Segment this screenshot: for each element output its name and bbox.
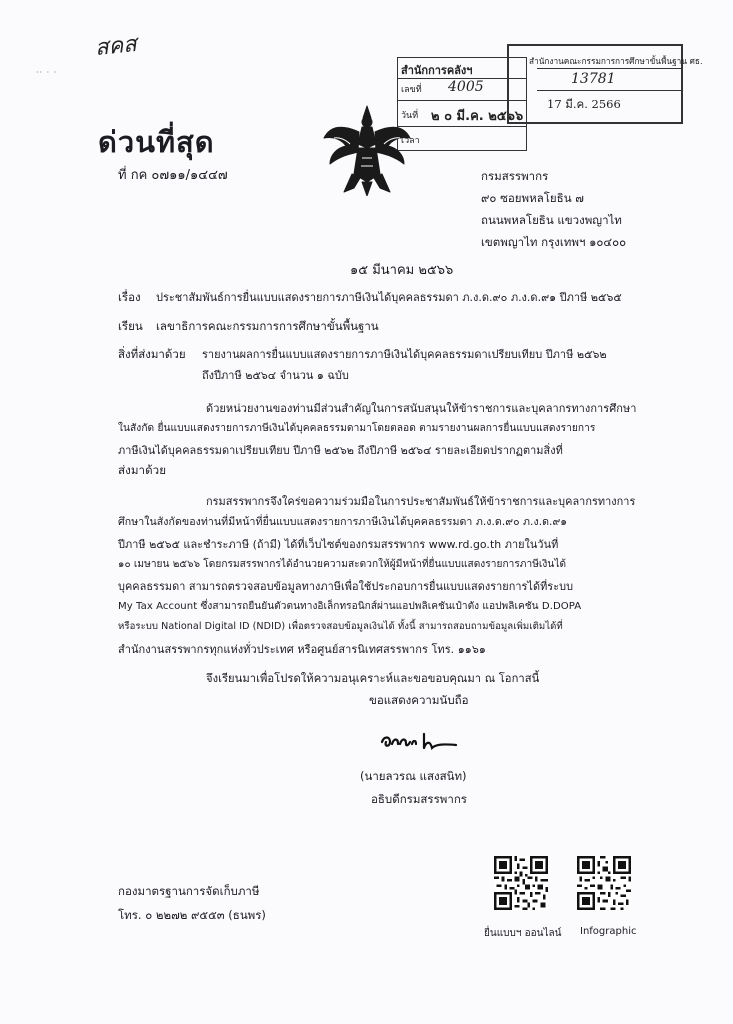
urgency-label: ด่วนที่สุด [98, 125, 215, 159]
paragraph-2-line-7: หรือระบบ National Digital ID (NDID) เพื่อตรวจสอบข้อมูลเงินได้ ทั้งนี้ สามารถสอบถามข้อมูลเพิ่มเติมได้ที่ [118, 621, 563, 632]
sender-address-line-1: ๙๐ ซอยพหลโยธิน ๗ [481, 191, 584, 205]
qr-code-online-filing [494, 856, 548, 910]
closing-paragraph: จึงเรียนมาเพื่อโปรดให้ความอนุเคราะห์และขอขอบคุณมา ณ โอกาสนี้ [206, 672, 540, 685]
paragraph-1-line-1: ด้วยหน่วยงานของท่านมีส่วนสำคัญในการสนับสนุนให้ข้าราชการและบุคลากรทางการศึกษา [206, 402, 637, 415]
stamp-right-date: 17 มี.ค. 2566 [547, 97, 621, 111]
sender-address-line-2: ถนนพหลโยธิน แขวงพญาไท [481, 213, 622, 227]
recipient-label: เรียน [118, 319, 143, 333]
qr-label-infographic: Infographic [580, 926, 637, 937]
paragraph-1-line-4: ส่งมาด้วย [118, 463, 167, 477]
stamp-left-date-label: วันที่ [401, 111, 419, 121]
receiving-stamp-right [507, 44, 703, 124]
salutation: ขอแสดงความนับถือ [369, 693, 469, 707]
paragraph-2-line-6: My Tax Account ซึ่งสามารถยืนยันตัวตนทางอิเล็กทรอนิกส์ผ่านแอปพลิเคชันเป๋าตัง แอปพลิเคชัน D.DOPA [118, 601, 582, 612]
footer-department: กองมาตรฐานการจัดเก็บภาษี [118, 884, 260, 898]
letter-date: ๑๕ มีนาคม ๒๕๖๖ [350, 263, 454, 278]
paragraph-2-line-3: ปีภาษี ๒๕๖๕ และชำระภาษี (ถ้ามี) ได้ที่เว็บไซต์ของกรมสรรพากร www.rd.go.th ภายในวันที่ [118, 538, 559, 551]
paragraph-1-line-3: ภาษีเงินได้บุคคลธรรมดาเปรียบเทียบ ปีภาษี ๒๕๖๒ ถึงปีภาษี ๒๕๖๔ รายละเอียดปรากฏตามสิ่งที่ [118, 444, 563, 457]
sender-address-line-3: เขตพญาไท กรุงเทพฯ ๑๐๔๐๐ [481, 235, 627, 249]
paragraph-2-line-5: บุคคลธรรมดา สามารถตรวจสอบข้อมูลทางภาษีเพื่อใช้ประกอบการยื่นแบบแสดงรายการได้ที่ระบบ [118, 580, 574, 593]
stamp-right-number: 13781 [571, 71, 616, 87]
recipient-text: เลขาธิการคณะกรรมการการศึกษาขั้นพื้นฐาน [156, 319, 379, 333]
qr-code-infographic [577, 856, 631, 910]
stamp-left-date: ๒ ๐ มี.ค. ๒๕๖๖ [431, 109, 524, 124]
paragraph-1-line-2: ในสังกัด ยื่นแบบแสดงรายการภาษีเงินได้บุคคลธรรมดามาโดยตลอด ตามรายงานผลการยื่นแบบแสดงรายการ [118, 423, 596, 434]
footer-phone: โทร. ๐ ๒๒๗๒ ๙๕๕๓ (ธนพร) [118, 908, 266, 922]
stamp-left-number: 4005 [448, 79, 484, 95]
document-reference: ที่ กค ๐๗๑๑/๑๔๔๗ [118, 168, 228, 183]
paragraph-2-line-1: กรมสรรพากรจึงใคร่ขอความร่วมมือในการประชาสัมพันธ์ให้ข้าราชการและบุคลากรทางการ [206, 495, 636, 508]
handwritten-reference: สคส [93, 31, 138, 62]
stamp-left-number-label: เลขที่ [401, 85, 422, 95]
signatory-name: (นายลวรณ แสงสนิท) [360, 769, 467, 783]
signatory-title: อธิบดีกรมสรรพากร [371, 792, 467, 806]
stamp-right-office: สำนักงานคณะกรรมการการศึกษาขั้นพื้นฐาน ศธ. [529, 56, 703, 66]
paragraph-2-line-4: ๑๐ เมษายน ๒๕๖๖ โดยกรมสรรพากรได้อำนวยความสะดวกให้ผู้มีหน้าที่ยื่นแบบแสดงรายการภาษีเงินได้ [118, 559, 567, 570]
stamp-left-time-label: เวลา [401, 136, 420, 146]
enclosure-line-2: ถึงปีภาษี ๒๕๖๔ จำนวน ๑ ฉบับ [202, 369, 349, 382]
paragraph-2-line-8: สำนักงานสรรพากรทุกแห่งทั่วประเทศ หรือศูนย์สารนิเทศสรรพากร โทร. ๑๑๖๑ [118, 643, 486, 656]
subject-label: เรื่อง [118, 290, 141, 304]
qr-label-online-filing: ยื่นแบบฯ ออนไลน์ [484, 928, 562, 939]
garuda-emblem [322, 104, 412, 196]
enclosure-line-1: รายงานผลการยื่นแบบแสดงรายการภาษีเงินได้บุคคลธรรมดาเปรียบเทียบ ปีภาษี ๒๕๖๒ [202, 348, 607, 361]
enclosure-label: สิ่งที่ส่งมาด้วย [118, 347, 186, 361]
stamp-left-office: สำนักการคลังฯ [401, 64, 473, 77]
subject-text: ประชาสัมพันธ์การยื่นแบบแสดงรายการภาษีเงินได้บุคคลธรรมดา ภ.ง.ด.๙๐ ภ.ง.ด.๙๑ ปีภาษี ๒๕๖๕ [156, 291, 622, 304]
scan-specks: ·· · · [36, 68, 58, 77]
sender-name: กรมสรรพากร [481, 169, 549, 183]
paragraph-2-line-2: ศึกษาในสังกัดของท่านที่มีหน้าที่ยื่นแบบแสดงรายการภาษีเงินได้บุคคลธรรมดา ภ.ง.ด.๙๐ ภ.ง.ด.๙๑ [118, 516, 568, 528]
handwritten-signature [378, 728, 458, 756]
